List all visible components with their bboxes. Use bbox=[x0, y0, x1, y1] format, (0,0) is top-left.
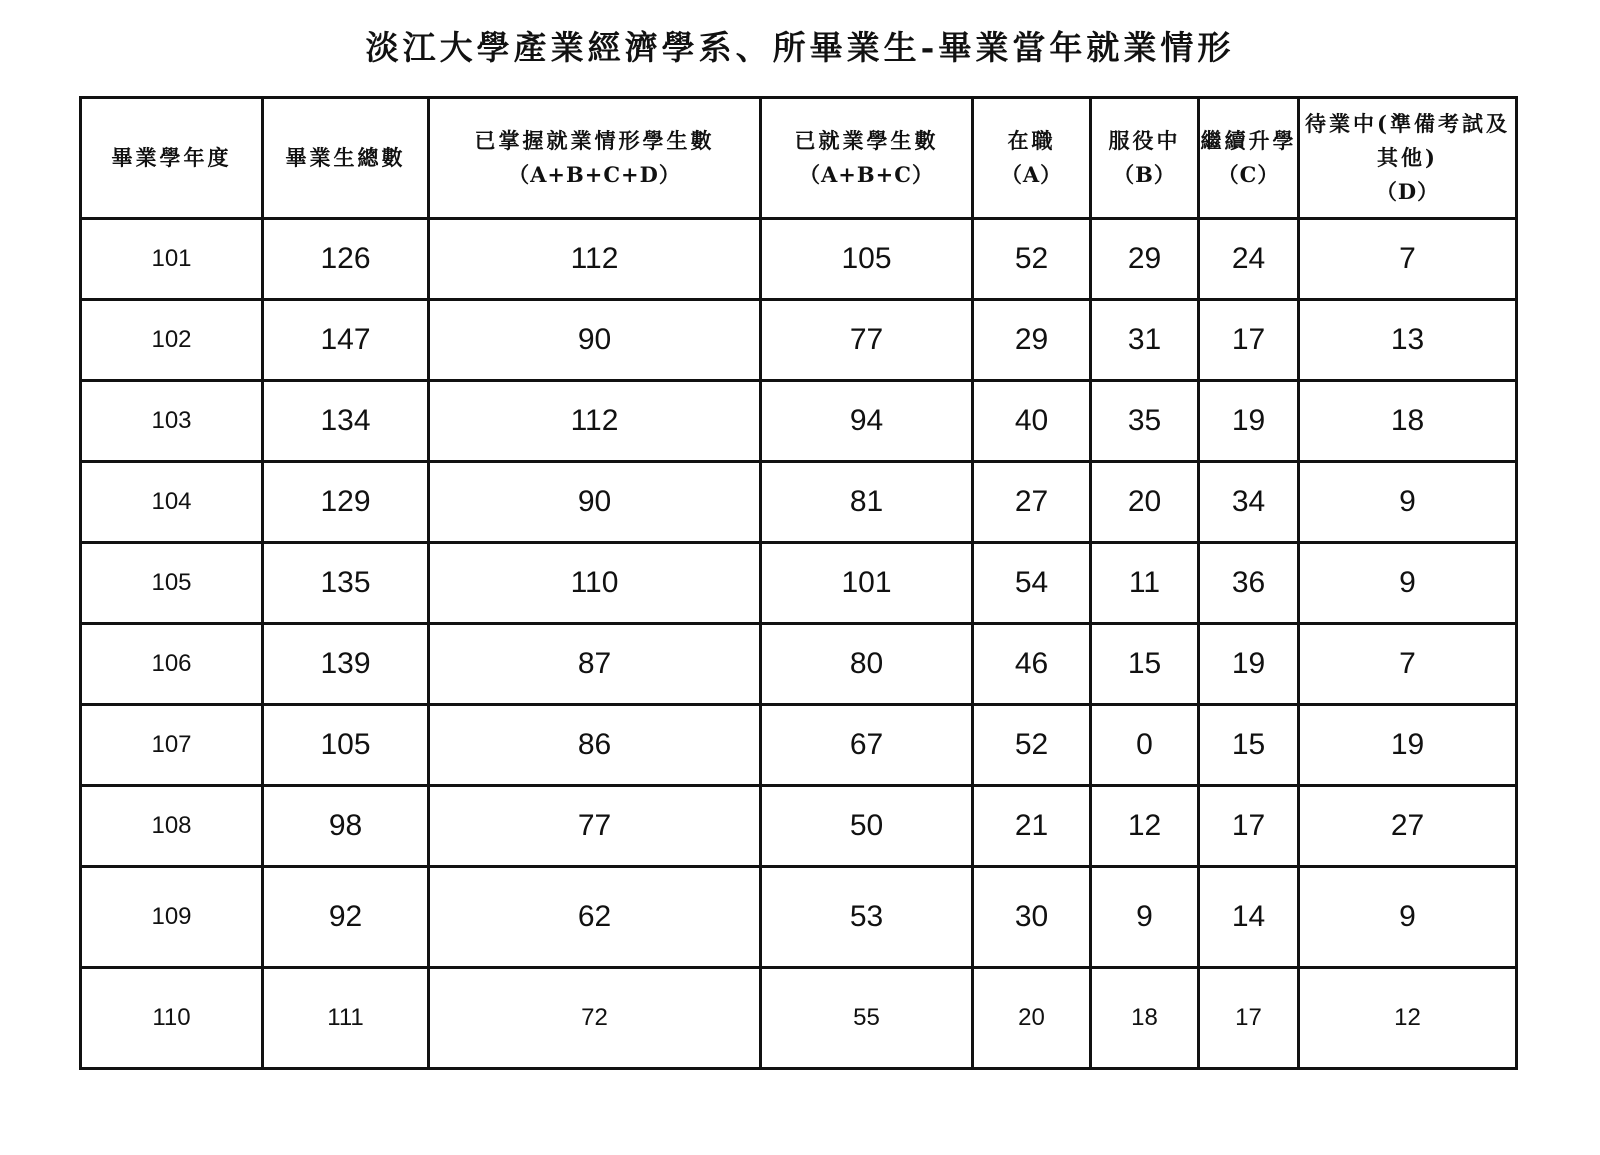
employment-table bbox=[79, 96, 1518, 1070]
cell-total-graduates: 98 bbox=[263, 786, 429, 867]
cell-year: 106 bbox=[81, 624, 263, 705]
cell-unemployed: 13 bbox=[1299, 300, 1517, 381]
cell-known-status: 90 bbox=[429, 300, 761, 381]
cell-further-study: 14 bbox=[1199, 867, 1299, 968]
header-graduation-year: 畢業學年度 bbox=[81, 98, 263, 219]
cell-working: 30 bbox=[973, 867, 1091, 968]
cell-known-status: 87 bbox=[429, 624, 761, 705]
cell-military-service: 0 bbox=[1091, 705, 1199, 786]
table-row bbox=[81, 462, 1517, 543]
table-row bbox=[81, 624, 1517, 705]
cell-unemployed: 27 bbox=[1299, 786, 1517, 867]
header-known-status: 已掌握就業情形學生數 （A+B+C+D） bbox=[429, 98, 761, 219]
cell-military-service: 11 bbox=[1091, 543, 1199, 624]
cell-unemployed: 7 bbox=[1299, 219, 1517, 300]
cell-total-graduates: 126 bbox=[263, 219, 429, 300]
cell-further-study: 24 bbox=[1199, 219, 1299, 300]
table-row bbox=[81, 543, 1517, 624]
header-employed-total: 已就業學生數 （A+B+C） bbox=[761, 98, 973, 219]
cell-employed-total: 55 bbox=[761, 968, 973, 1069]
table-row bbox=[81, 786, 1517, 867]
cell-year: 103 bbox=[81, 381, 263, 462]
cell-total-graduates: 111 bbox=[263, 968, 429, 1069]
cell-year: 107 bbox=[81, 705, 263, 786]
header-total-graduates: 畢業生總數 bbox=[263, 98, 429, 219]
cell-year: 105 bbox=[81, 543, 263, 624]
cell-working: 27 bbox=[973, 462, 1091, 543]
cell-employed-total: 101 bbox=[761, 543, 973, 624]
cell-known-status: 62 bbox=[429, 867, 761, 968]
header-unemployed: 待業中(準備考試及其他) （D） bbox=[1299, 98, 1517, 219]
cell-employed-total: 80 bbox=[761, 624, 973, 705]
cell-employed-total: 67 bbox=[761, 705, 973, 786]
cell-employed-total: 53 bbox=[761, 867, 973, 968]
cell-working: 52 bbox=[973, 705, 1091, 786]
cell-year: 102 bbox=[81, 300, 263, 381]
header-working: 在職 （A） bbox=[973, 98, 1091, 219]
cell-total-graduates: 139 bbox=[263, 624, 429, 705]
cell-military-service: 31 bbox=[1091, 300, 1199, 381]
cell-year: 108 bbox=[81, 786, 263, 867]
cell-unemployed: 9 bbox=[1299, 462, 1517, 543]
cell-year: 109 bbox=[81, 867, 263, 968]
cell-working: 20 bbox=[973, 968, 1091, 1069]
cell-further-study: 17 bbox=[1199, 786, 1299, 867]
cell-unemployed: 9 bbox=[1299, 543, 1517, 624]
cell-military-service: 20 bbox=[1091, 462, 1199, 543]
table-header-row bbox=[81, 98, 1517, 219]
cell-military-service: 12 bbox=[1091, 786, 1199, 867]
cell-total-graduates: 105 bbox=[263, 705, 429, 786]
cell-total-graduates: 92 bbox=[263, 867, 429, 968]
cell-military-service: 29 bbox=[1091, 219, 1199, 300]
table-row bbox=[81, 968, 1517, 1069]
cell-employed-total: 81 bbox=[761, 462, 973, 543]
cell-known-status: 86 bbox=[429, 705, 761, 786]
cell-further-study: 19 bbox=[1199, 381, 1299, 462]
cell-further-study: 34 bbox=[1199, 462, 1299, 543]
page-title: 淡江大學產業經濟學系、所畢業生-畢業當年就業情形 bbox=[365, 28, 1235, 67]
cell-working: 40 bbox=[973, 381, 1091, 462]
cell-further-study: 15 bbox=[1199, 705, 1299, 786]
table-row bbox=[81, 705, 1517, 786]
cell-further-study: 17 bbox=[1199, 968, 1299, 1069]
header-military-service: 服役中 （B） bbox=[1091, 98, 1199, 219]
cell-known-status: 72 bbox=[429, 968, 761, 1069]
cell-military-service: 15 bbox=[1091, 624, 1199, 705]
cell-year: 110 bbox=[81, 968, 263, 1069]
cell-employed-total: 77 bbox=[761, 300, 973, 381]
cell-unemployed: 12 bbox=[1299, 968, 1517, 1069]
cell-military-service: 18 bbox=[1091, 968, 1199, 1069]
cell-unemployed: 9 bbox=[1299, 867, 1517, 968]
table-row bbox=[81, 300, 1517, 381]
table-row bbox=[81, 867, 1517, 968]
cell-known-status: 90 bbox=[429, 462, 761, 543]
header-further-study: 繼續升學 （C） bbox=[1199, 98, 1299, 219]
cell-employed-total: 94 bbox=[761, 381, 973, 462]
cell-working: 29 bbox=[973, 300, 1091, 381]
cell-working: 21 bbox=[973, 786, 1091, 867]
cell-unemployed: 19 bbox=[1299, 705, 1517, 786]
cell-year: 101 bbox=[81, 219, 263, 300]
cell-military-service: 35 bbox=[1091, 381, 1199, 462]
cell-known-status: 112 bbox=[429, 381, 761, 462]
table-row bbox=[81, 219, 1517, 300]
cell-total-graduates: 135 bbox=[263, 543, 429, 624]
cell-year: 104 bbox=[81, 462, 263, 543]
cell-known-status: 77 bbox=[429, 786, 761, 867]
cell-unemployed: 7 bbox=[1299, 624, 1517, 705]
cell-total-graduates: 134 bbox=[263, 381, 429, 462]
cell-further-study: 17 bbox=[1199, 300, 1299, 381]
cell-known-status: 112 bbox=[429, 219, 761, 300]
cell-employed-total: 105 bbox=[761, 219, 973, 300]
table-row bbox=[81, 381, 1517, 462]
cell-total-graduates: 147 bbox=[263, 300, 429, 381]
cell-working: 46 bbox=[973, 624, 1091, 705]
cell-further-study: 36 bbox=[1199, 543, 1299, 624]
cell-unemployed: 18 bbox=[1299, 381, 1517, 462]
cell-working: 52 bbox=[973, 219, 1091, 300]
cell-employed-total: 50 bbox=[761, 786, 973, 867]
cell-known-status: 110 bbox=[429, 543, 761, 624]
cell-total-graduates: 129 bbox=[263, 462, 429, 543]
cell-working: 54 bbox=[973, 543, 1091, 624]
cell-military-service: 9 bbox=[1091, 867, 1199, 968]
cell-further-study: 19 bbox=[1199, 624, 1299, 705]
